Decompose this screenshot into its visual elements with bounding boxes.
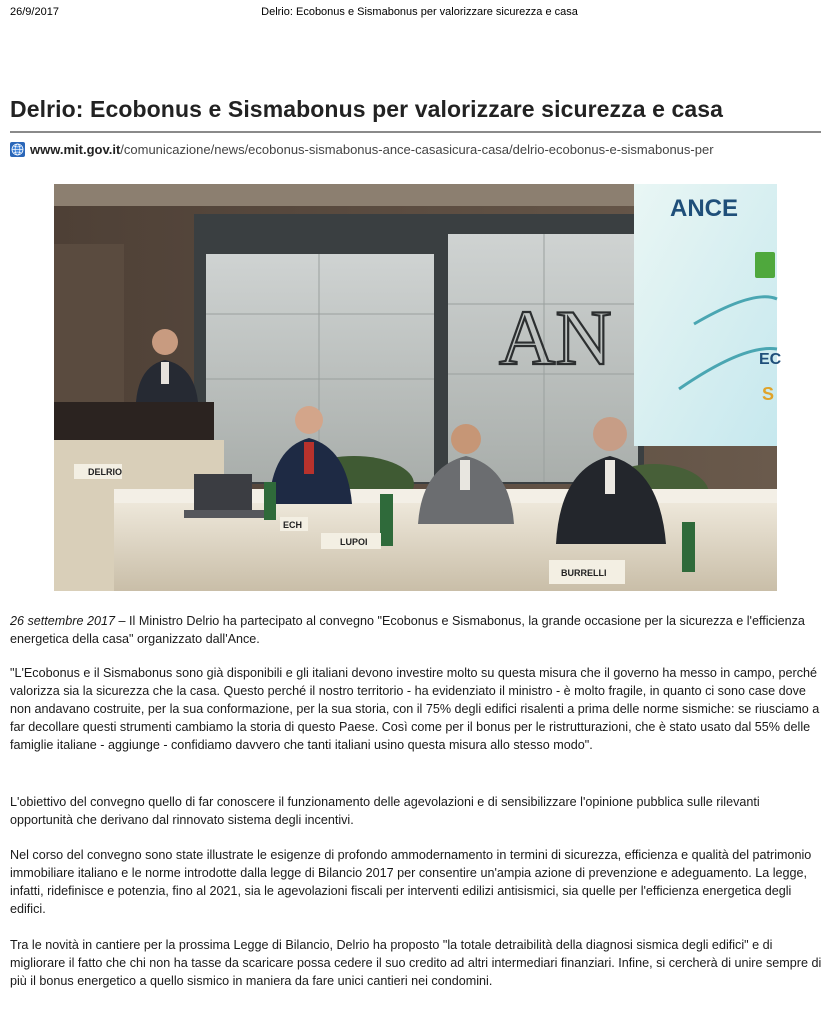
screen-logo: ANCE [670,195,739,222]
article-photo [54,184,782,591]
nameplate-burrelli: BURRELLI [561,568,607,578]
nameplate-ech: ECH [283,520,303,530]
article-title: Delrio: Ecobonus e Sismabonus per valorizzare sicurezza e casa [10,96,724,122]
projection-screen [634,184,777,446]
paragraph-quote: "L'Ecobonus e il Sismabonus sono già disponibili e gli italiani devono investire molto su questa misura che il governo ha messo in campo, perché valorizza sia la sicurezza che la casa. Questo perché il nostro territorio - ha evidenziato il ministro - è molto fragile, in quanto ci sono case dove non andavano costruite, per la sua conformazione, per la sua storia, con il 75% degli edifici risalenti a prima delle norme sismiche: se riusciamo a far decollare questi strumenti cambiamo la storia di questo Paese. Così come per il bonus per le ristrutturazioni, che è stato usato dal 55% delle famiglie italiane - aggiunge - confidiamo davvero che tanti italiani usino questa misura allo stesso modo". [10,666,820,752]
source-domain: www.mit.gov.it [30,142,121,157]
title-divider [10,131,821,133]
source-link[interactable] [10,142,714,157]
paragraph-news: Tra le novità in cantiere per la prossima Legge di Bilancio, Delrio ha proposto "la totale detraibilità della diagnosi sismica degli edifici" e di migliorare il fatto che chi non ha tasse da scaricare possa cedere il suo credito ad altri intermediari finanziari. Infine, si cercherà di unire sempre di più il bonus energetico a quello sismico in maniera da fare unici cantieri nei condomini. [10,938,822,988]
print-title: Delrio: Ecobonus e Sismabonus per valorizzare sicurezza e casa [261,6,578,18]
print-date: 26/9/2017 [10,6,59,18]
paragraph-objective: L'obiettivo del convegno quello di far conoscere il funzionamento delle agevolazioni e di sensibilizzare l'opinione pubblica sulle rilevanti opportunità che derivano dal rinnovato sistema degli incentivi. [10,795,760,827]
recycle-bin-graphic [755,252,775,278]
globe-icon [10,142,25,157]
laptop [194,474,252,512]
nameplate-delrio: DELRIO [88,467,123,477]
nameplate-lupoi: LUPOI [340,537,368,547]
print-header [10,6,829,20]
lead-date: 26 settembre 2017 [10,614,116,628]
screen-fragment-2: S [762,384,775,404]
screen-fragment-1: EC [759,351,782,368]
source-path: /comunicazione/news/ecobonus-sismabonus-ance-casasicura-casa/delrio-ecobonus-e-sismabonus-per [120,142,714,157]
wall-letters: AN [499,294,612,381]
lead-paragraph [10,612,825,648]
lead-text: – Il Ministro Delrio ha partecipato al convegno "Ecobonus e Sismabonus, la grande occasione per la sicurezza e l'efficienza energetica della casa" organizzato dall'Ance. [10,614,805,646]
paragraph-details: Nel corso del convegno sono state illustrate le esigenze di profondo ammodernamento in termini di sicurezza, efficienza e qualità del patrimonio immobiliare italiano e le norme introdotte dalla legge di Bilancio 2017 per consentire un'ampia azione di prevenzione e adeguamento. La legge, infatti, ridefinisce e potenzia, fino al 2021, sia le agevolazioni fiscali per interventi edilizi antisismici, sia quelle per l'efficienza energetica degli edifici. [10,848,812,916]
